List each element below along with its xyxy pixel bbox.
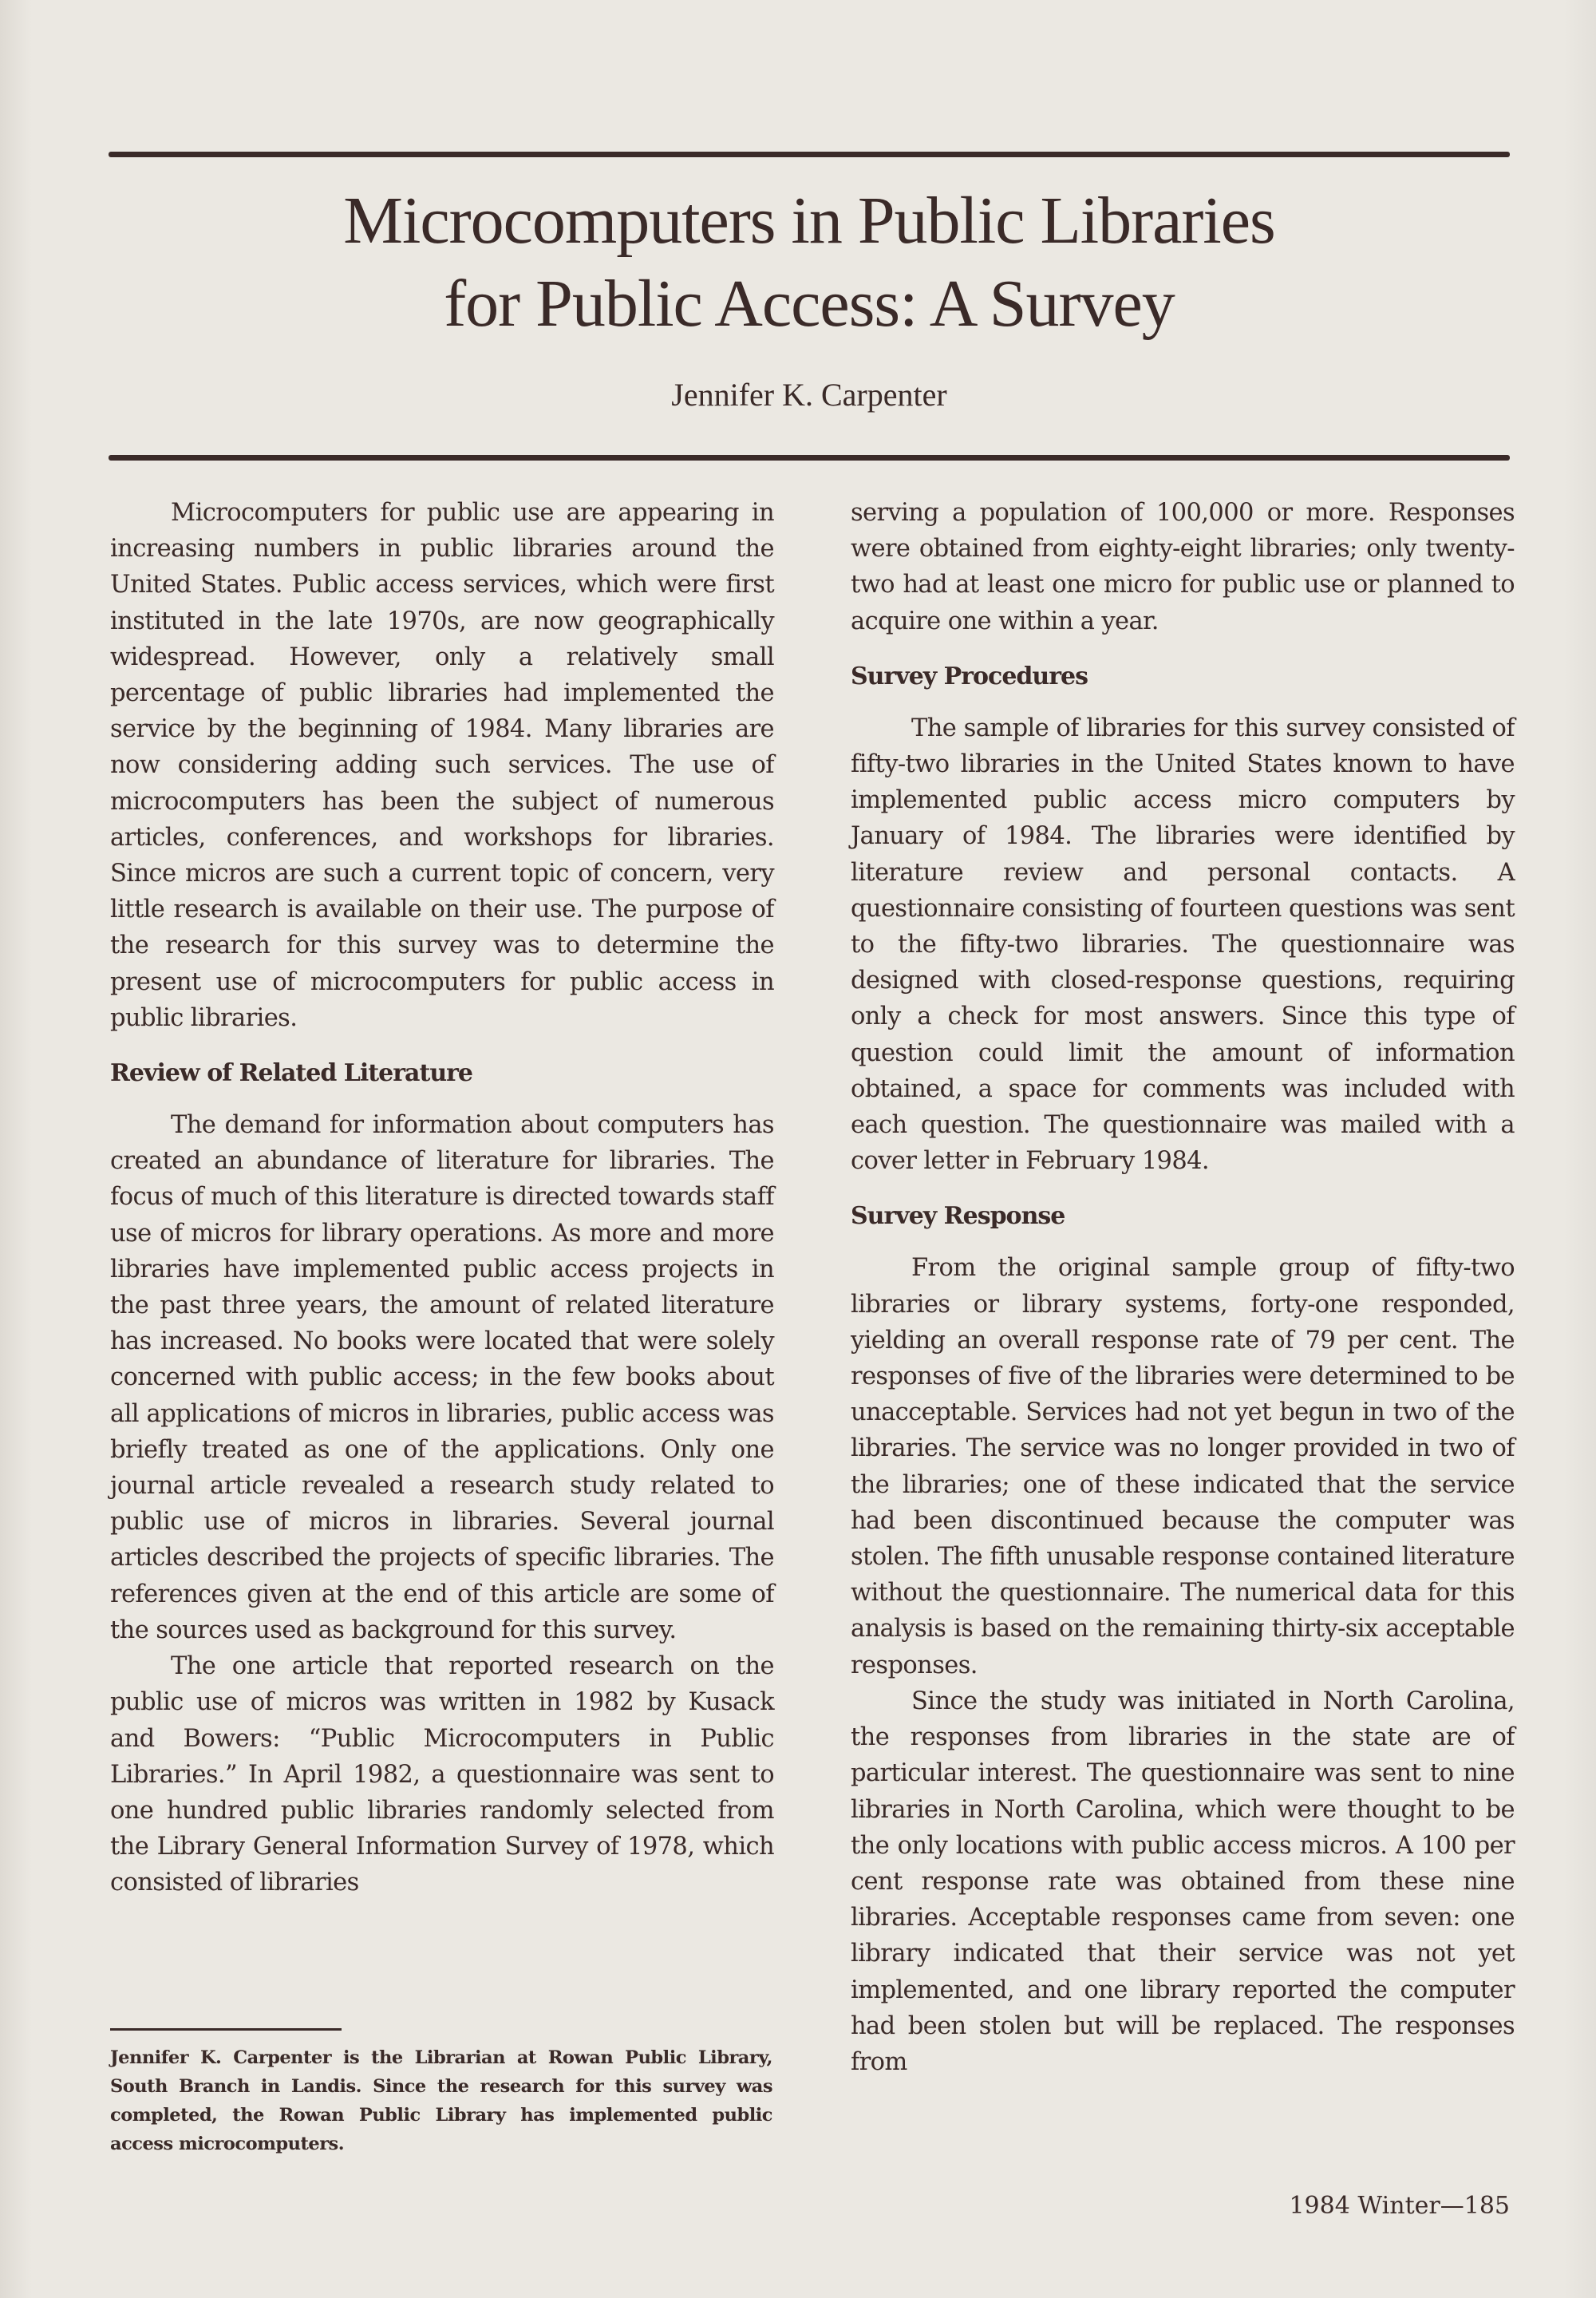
title-line-1: Microcomputers in Public Libraries — [343, 184, 1275, 258]
author-byline: Jennifer K. Carpenter — [671, 377, 947, 413]
left-column — [110, 495, 774, 1901]
section-heading-procedures: Survey Procedures — [851, 662, 1088, 690]
footnote-rule — [110, 2028, 342, 2031]
procedures-paragraph: The sample of libraries for this survey consisted of fifty-two libraries in the United States known to have implemented public access micro computers by January of 1984. The libraries were identified by literature review and personal contacts. A questionnaire consisting of fourteen questions was sent to the fifty-two libraries. The questionnaire was designed with closed-response questions, requiring only a check for most answers. Since this type of question could limit the amount of information obtained, a space for comments was included with each question. The questionnaire was mailed with a cover letter in February 1984. — [851, 714, 1515, 1176]
response-paragraph-1: From the original sample group of fifty-two libraries or library systems, forty-one responded, yielding an overall response rate of 79 per cent. The responses of five of the libraries were determined to be unacceptable. Services had not yet begun in two of the libraries. The service was no longer provided in two of the libraries; one of these indicated that the service had been discontinued because the computer was stolen. The fifth unusable response contained literature without the questionnaire. The numerical data for this analysis is based on the remaining thirty-six acceptable responses. — [851, 1254, 1515, 1679]
page-folio: 1984 Winter—185 — [1289, 2192, 1510, 2220]
intro-paragraph: Microcomputers for public use are appearing in increasing numbers in public libraries around the United States. Public access services, which were first instituted in the late 1970s, are now geographically widespread. However, only a relatively small percentage of public libraries had implemented the service by the beginning of 1984. Many libraries are now considering adding such services. The use of microcomputers has been the subject of numerous articles, conferences, and workshops for libraries. Since micros are such a current topic of concern, very little research is available on their use. The purpose of the research for this survey was to determine the present use of microcomputers for public access in public libraries. — [110, 499, 774, 1032]
right-column — [851, 495, 1515, 2080]
title-bottom-rule — [109, 455, 1510, 461]
review-paragraph-2: The one article that reported research on the public use of micros was written in 1982 by Kusack and Bowers: “Public Microcomputers in Public Libraries.” In April 1982, a questionnaire was sent to one hundred public libraries randomly selected from the Library General Information Survey of 1978, which consisted of libraries — [110, 1652, 774, 1897]
section-heading-review: Review of Related Literature — [110, 1059, 473, 1088]
title-line-2: for Public Access: A Survey — [444, 267, 1175, 341]
author-footnote: Jennifer K. Carpenter is the Librarian at Rowan Public Library, South Branch in Landis. Since the research for this survey was completed, the Rowan Public Library has implemented public access microcomputers. — [110, 2047, 772, 2154]
response-paragraph-2: Since the study was initiated in North Carolina, the responses from libraries in the state are of particular interest. The questionnaire was sent to nine libraries in North Carolina, which were thought to be the only locations with public access micros. A 100 per cent response rate was obtained from these nine libraries. Acceptable responses came from seven: one library indicated that their service was not yet implemented, and one library reported the computer had been stolen but will be replaced. The responses from — [851, 1687, 1515, 2076]
continued-paragraph: serving a population of 100,000 or more. Responses were obtained from eighty-eight libraries; only twenty-two had at least one micro for public use or planned to acquire one within a year. — [851, 499, 1515, 635]
title-top-rule — [109, 152, 1510, 157]
article-title — [109, 180, 1510, 346]
section-heading-response: Survey Response — [851, 1202, 1065, 1231]
review-paragraph-1: The demand for information about computers has created an abundance of literature for libraries. The focus of much of this literature is directed towards staff use of micros for library operations. As more and more libraries have implemented public access projects in the past three years, the amount of related literature has increased. No books were located that were solely concerned with public access; in the few books about all applications of micros in libraries, public access was briefly treated as one of the applications. Only one journal article revealed a research study related to public use of micros in libraries. Several journal articles described the projects of specific libraries. The references given at the end of this article are some of the sources used as background for this survey. — [110, 1111, 774, 1644]
